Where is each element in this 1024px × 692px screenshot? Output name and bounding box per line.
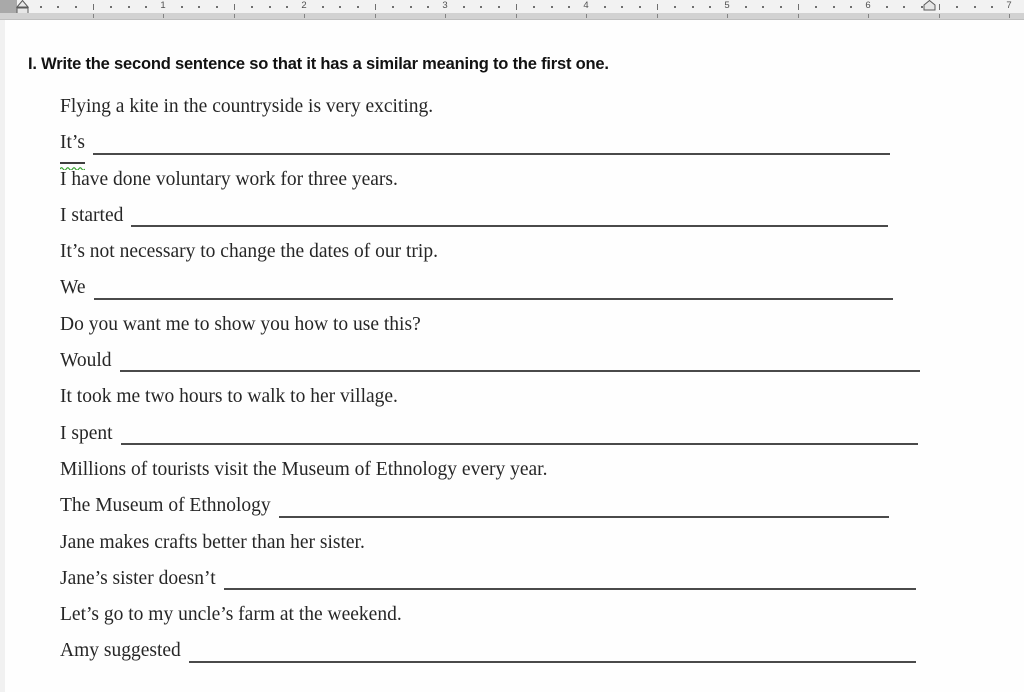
- ruler-eighth-inch-dot: [762, 6, 764, 8]
- ruler-half-inch-tick: [798, 4, 799, 10]
- ruler-half-inch-tick: [93, 4, 94, 10]
- ruler-half-inch-tick: [939, 4, 940, 10]
- source-sentence[interactable]: It took me two hours to walk to her village.: [60, 386, 398, 408]
- ruler-eighth-inch-dot: [110, 6, 112, 8]
- ruler-eighth-inch-dot: [709, 6, 711, 8]
- answer-prompt: The Museum of Ethnology: [60, 495, 271, 517]
- answer-blank-line[interactable]: [121, 443, 918, 445]
- ruler-eighth-inch-dot: [886, 6, 888, 8]
- ruler-eighth-inch-dot: [903, 6, 905, 8]
- ruler-band-tick: [1009, 14, 1010, 18]
- answer-row[interactable]: [60, 488, 889, 524]
- source-sentence[interactable]: Let’s go to my uncle’s farm at the weekend.: [60, 604, 402, 626]
- answer-blank-line[interactable]: [224, 588, 916, 590]
- ruler-band-tick: [375, 14, 376, 18]
- ruler-eighth-inch-dot: [339, 6, 341, 8]
- ruler-eighth-inch-dot: [833, 6, 835, 8]
- ruler-eighth-inch-dot: [75, 6, 77, 8]
- source-sentence[interactable]: It’s not necessary to change the dates of our trip.: [60, 241, 438, 263]
- answer-blank-line[interactable]: [94, 298, 894, 300]
- ruler-eighth-inch-dot: [181, 6, 183, 8]
- ruler-band-tick: [93, 14, 94, 18]
- ruler-half-inch-tick: [657, 4, 658, 10]
- ruler-eighth-inch-dot: [392, 6, 394, 8]
- exercise-heading: I. Write the second sentence so that it has a similar meaning to the first one.: [28, 55, 609, 73]
- answer-prompt: I spent: [60, 422, 113, 444]
- ruler-eighth-inch-dot: [974, 6, 976, 8]
- answer-prompt: Would: [60, 350, 112, 372]
- ruler-eighth-inch-dot: [850, 6, 852, 8]
- ruler-eighth-inch-dot: [322, 6, 324, 8]
- ruler-band-tick: [727, 14, 728, 18]
- ruler-eighth-inch-dot: [780, 6, 782, 8]
- ruler-eighth-inch-dot: [480, 6, 482, 8]
- ruler-eighth-inch-dot: [568, 6, 570, 8]
- grammar-squiggle-icon: [60, 166, 85, 170]
- ruler-eighth-inch-dot: [198, 6, 200, 8]
- ruler-eighth-inch-dot: [410, 6, 412, 8]
- ruler-band-tick: [586, 14, 587, 18]
- ruler-inch-label: 1: [160, 0, 166, 11]
- ruler-eighth-inch-dot: [551, 6, 553, 8]
- answer-row[interactable]: [60, 343, 920, 379]
- ruler-eighth-inch-dot: [745, 6, 747, 8]
- answer-blank-line[interactable]: [279, 516, 889, 518]
- ruler-eighth-inch-dot: [498, 6, 500, 8]
- ruler-half-inch-tick: [234, 4, 235, 10]
- source-sentence[interactable]: Millions of tourists visit the Museum of Ethnology every year.: [60, 458, 548, 480]
- ruler-bottom-band: [0, 13, 1024, 20]
- answer-prompt: We: [60, 277, 86, 299]
- source-sentence[interactable]: Jane makes crafts better than her sister.: [60, 531, 365, 553]
- answer-prompt: It’s: [60, 125, 85, 163]
- ruler-eighth-inch-dot: [128, 6, 130, 8]
- ruler-half-inch-tick: [375, 4, 376, 10]
- exercise-body: [60, 89, 1024, 670]
- ruler-eighth-inch-dot: [956, 6, 958, 8]
- ruler-band-tick: [163, 14, 164, 18]
- source-sentence[interactable]: Flying a kite in the countryside is very exciting.: [60, 96, 434, 117]
- ruler-inch-label: 7: [1006, 0, 1012, 11]
- answer-row[interactable]: [60, 270, 893, 306]
- answer-blank-line[interactable]: [189, 661, 916, 663]
- ruler-margin-corner: [0, 0, 17, 13]
- document-page[interactable]: [0, 20, 1024, 692]
- ruler-inch-label: 3: [442, 0, 448, 11]
- ruler-eighth-inch-dot: [533, 6, 535, 8]
- ruler-eighth-inch-dot: [357, 6, 359, 8]
- ruler-band-tick: [234, 14, 235, 18]
- ruler-inch-label: 5: [724, 0, 730, 11]
- ruler-eighth-inch-dot: [621, 6, 623, 8]
- answer-row[interactable]: [60, 125, 890, 161]
- answer-blank-line[interactable]: [120, 370, 920, 372]
- source-sentence[interactable]: Do you want me to show you how to use this?: [60, 313, 421, 335]
- ruler-band-tick: [868, 14, 869, 18]
- page-left-edge: [0, 20, 5, 692]
- answer-row[interactable]: [60, 416, 918, 452]
- source-sentence[interactable]: I have done voluntary work for three years.: [60, 168, 398, 190]
- answer-row[interactable]: [60, 561, 916, 597]
- ruler-band-tick: [516, 14, 517, 18]
- answer-prompt: I started: [60, 204, 124, 226]
- ruler-eighth-inch-dot: [145, 6, 147, 8]
- ruler-eighth-inch-dot: [427, 6, 429, 8]
- ruler-eighth-inch-dot: [251, 6, 253, 8]
- ruler-inch-label: 4: [583, 0, 589, 11]
- ruler-eighth-inch-dot: [692, 6, 694, 8]
- ruler-band-tick: [445, 14, 446, 18]
- ruler-eighth-inch-dot: [269, 6, 271, 8]
- ruler-band-tick: [657, 14, 658, 18]
- ruler-eighth-inch-dot: [815, 6, 817, 8]
- answer-blank-line[interactable]: [93, 153, 890, 155]
- ruler-eighth-inch-dot: [216, 6, 218, 8]
- ruler-inch-label: 2: [301, 0, 307, 11]
- ruler-eighth-inch-dot: [639, 6, 641, 8]
- ruler-eighth-inch-dot: [463, 6, 465, 8]
- ruler-band-tick: [939, 14, 940, 18]
- ruler-eighth-inch-dot: [40, 6, 42, 8]
- ruler-eighth-inch-dot: [57, 6, 59, 8]
- ruler-band-tick: [304, 14, 305, 18]
- answer-row[interactable]: [60, 198, 888, 234]
- ruler-eighth-inch-dot: [991, 6, 993, 8]
- answer-blank-line[interactable]: [131, 225, 888, 227]
- right-indent-marker[interactable]: [923, 0, 936, 11]
- ruler-eighth-inch-dot: [674, 6, 676, 8]
- ruler-half-inch-tick: [516, 4, 517, 10]
- answer-row[interactable]: [60, 633, 916, 669]
- answer-prompt: Jane’s sister doesn’t: [60, 567, 216, 589]
- ruler-band-tick: [798, 14, 799, 18]
- ruler-eighth-inch-dot: [921, 6, 923, 8]
- ruler-inch-label: 6: [865, 0, 871, 11]
- ruler-eighth-inch-dot: [286, 6, 288, 8]
- horizontal-ruler[interactable]: [0, 0, 1024, 13]
- answer-prompt: Amy suggested: [60, 640, 181, 662]
- ruler-eighth-inch-dot: [604, 6, 606, 8]
